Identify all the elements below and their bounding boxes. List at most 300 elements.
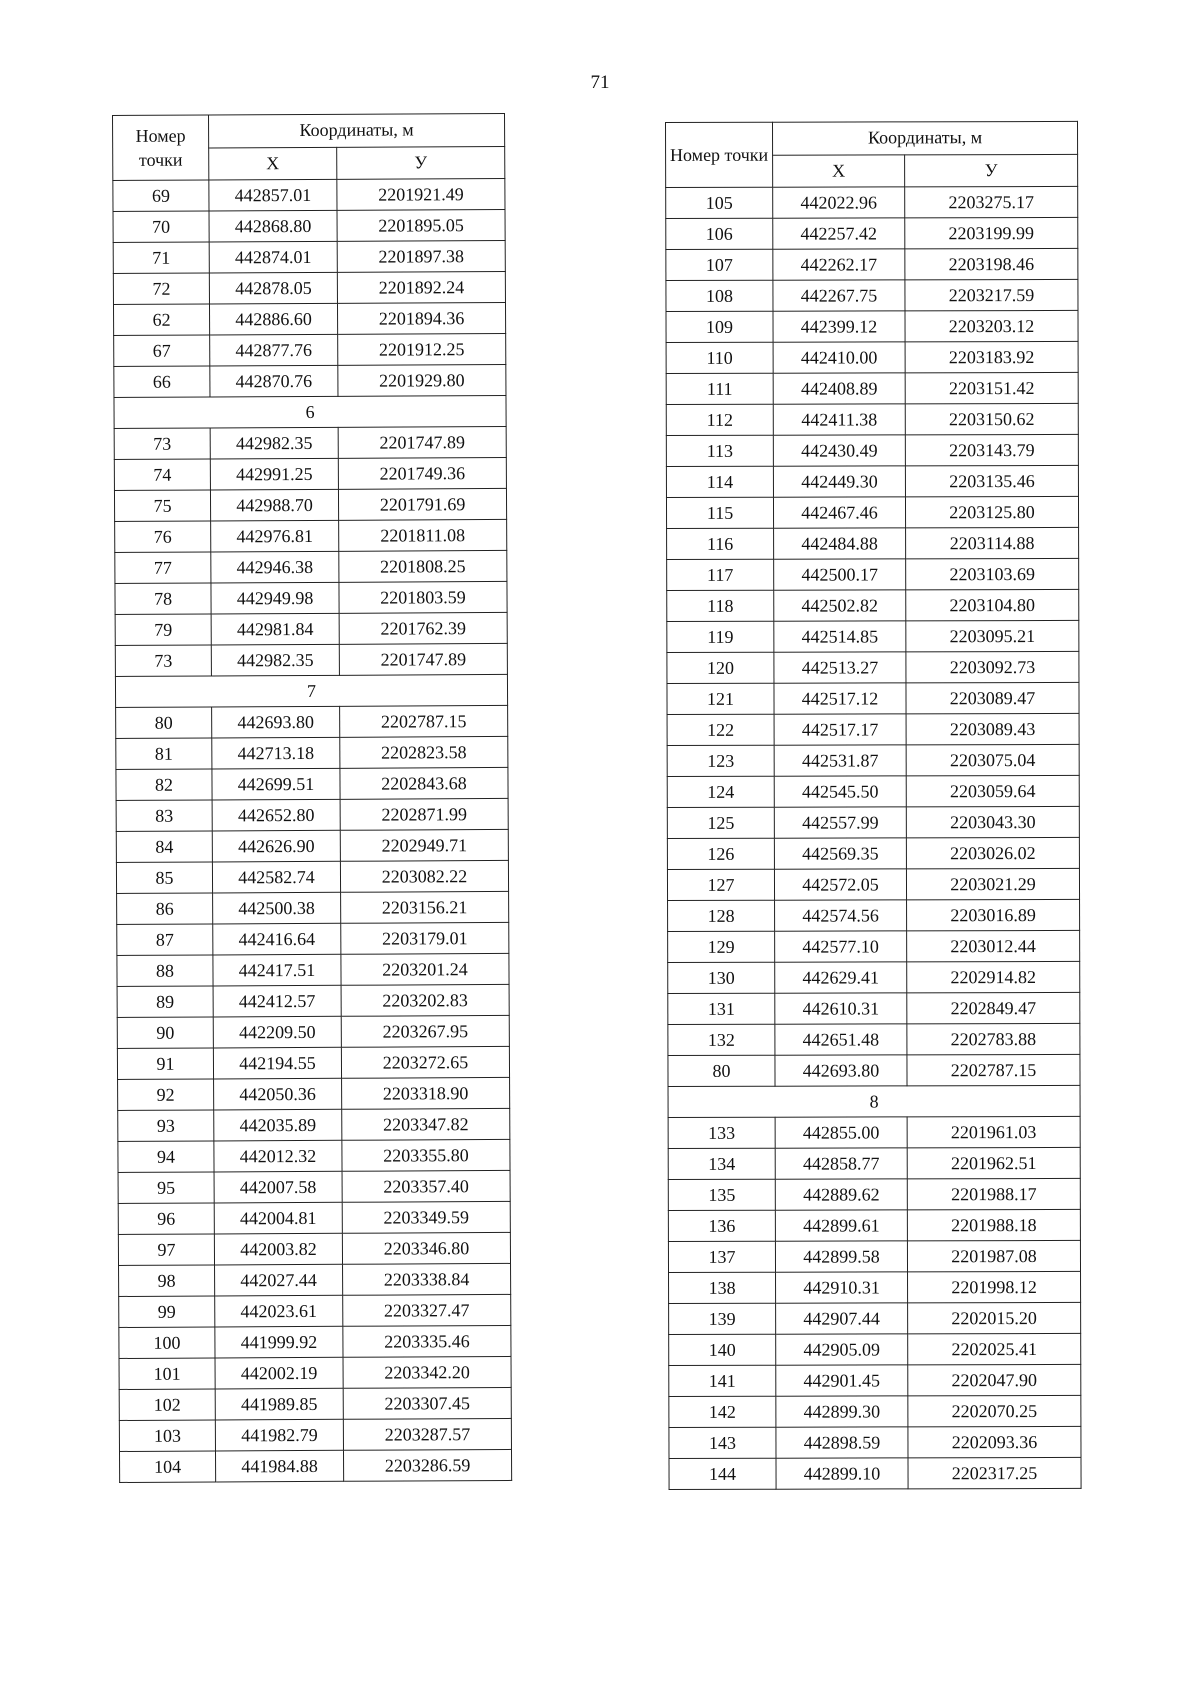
y-coordinate-cell: 2201998.12 xyxy=(908,1271,1081,1302)
y-coordinate-cell: 2202025.41 xyxy=(908,1333,1081,1364)
coordinates-header: Координаты, м xyxy=(209,113,505,147)
table-row xyxy=(667,837,1079,869)
table-row xyxy=(113,240,505,273)
table-row xyxy=(666,372,1078,404)
x-coordinate-cell: 442991.25 xyxy=(210,458,338,490)
y-coordinate-cell: 2203217.59 xyxy=(905,279,1078,310)
y-coordinate-cell: 2203318.90 xyxy=(342,1077,510,1109)
table-row xyxy=(667,806,1079,838)
point-number-cell: 98 xyxy=(119,1265,215,1297)
table-row xyxy=(669,1457,1081,1489)
table-row xyxy=(668,1240,1080,1272)
y-coordinate-cell: 2201912.25 xyxy=(338,333,506,365)
group-number: 6 xyxy=(114,395,506,428)
point-number-cell: 112 xyxy=(666,404,773,435)
y-coordinate-cell: 2202070.25 xyxy=(908,1395,1081,1426)
table-row xyxy=(119,1325,511,1358)
y-coordinate-cell: 2202914.82 xyxy=(907,961,1080,992)
y-coordinate-cell: 2203349.59 xyxy=(342,1201,510,1233)
table-row xyxy=(113,302,505,335)
x-coordinate-cell: 441999.92 xyxy=(215,1326,343,1358)
x-coordinate-cell: 442022.96 xyxy=(773,187,905,218)
table-row xyxy=(669,1271,1081,1303)
x-coordinate-cell: 442582.74 xyxy=(212,861,340,893)
y-coordinate-cell: 2203135.46 xyxy=(905,465,1078,496)
x-coordinate-cell: 442693.80 xyxy=(212,706,340,738)
table-row xyxy=(116,798,508,831)
point-number-cell: 70 xyxy=(113,211,209,243)
x-coordinate-cell: 442500.17 xyxy=(774,559,906,590)
table-row xyxy=(668,992,1080,1024)
table-row xyxy=(114,488,506,521)
point-number-cell: 134 xyxy=(668,1148,775,1179)
x-coordinate-cell: 442878.05 xyxy=(209,272,337,304)
x-coordinate-cell: 442408.89 xyxy=(773,373,905,404)
table-row xyxy=(119,1356,511,1389)
table-row xyxy=(666,310,1078,342)
y-coordinate-cell: 2201921.49 xyxy=(337,178,505,210)
y-coordinate-cell: 2201895.05 xyxy=(337,209,505,241)
y-coordinate-cell: 2201803.59 xyxy=(339,581,507,613)
x-coordinate-cell: 442699.51 xyxy=(212,768,340,800)
point-number-cell: 103 xyxy=(119,1420,215,1452)
y-coordinate-cell: 2203095.21 xyxy=(906,620,1079,651)
point-number-cell: 77 xyxy=(115,552,211,584)
x-coordinate-cell: 442411.38 xyxy=(773,404,905,435)
y-coordinate-cell: 2202871.99 xyxy=(340,798,508,830)
point-number-cell: 81 xyxy=(116,738,212,770)
point-number-cell: 139 xyxy=(669,1303,776,1334)
x-coordinate-cell: 442693.80 xyxy=(775,1055,907,1086)
x-coordinate-cell: 442877.76 xyxy=(210,334,338,366)
x-coordinate-cell: 442517.12 xyxy=(774,683,906,714)
y-coordinate-cell: 2201961.03 xyxy=(907,1116,1080,1147)
point-number-cell: 75 xyxy=(114,490,210,522)
y-coordinate-cell: 2202047.90 xyxy=(908,1364,1081,1395)
x-coordinate-cell: 442982.35 xyxy=(211,644,339,676)
point-number-cell: 109 xyxy=(666,311,773,342)
point-number-cell: 73 xyxy=(115,645,211,677)
table-row xyxy=(118,1232,510,1265)
point-number-cell: 78 xyxy=(115,583,211,615)
y-coordinate-cell: 2203114.88 xyxy=(906,527,1079,558)
x-coordinate-cell: 442577.10 xyxy=(775,931,907,962)
x-coordinate-cell: 442899.61 xyxy=(775,1210,907,1241)
coordinates-table-left xyxy=(112,113,512,1483)
x-coordinate-cell: 442209.50 xyxy=(213,1016,341,1048)
point-number-cell: 84 xyxy=(116,831,212,863)
point-number-cell: 140 xyxy=(669,1334,776,1365)
x-coordinate-cell: 442652.80 xyxy=(212,799,340,831)
y-coordinate-cell: 2203287.57 xyxy=(343,1418,511,1450)
point-number-cell: 121 xyxy=(667,683,774,714)
y-coordinate-cell: 2201808.25 xyxy=(339,550,507,582)
y-coordinate-cell: 2203089.47 xyxy=(906,682,1079,713)
y-coordinate-cell: 2203125.80 xyxy=(905,496,1078,527)
x-coordinate-cell: 442857.01 xyxy=(209,179,337,211)
coordinates-table-right xyxy=(665,121,1082,1490)
y-coordinate-cell: 2203183.92 xyxy=(905,341,1078,372)
y-coordinate-cell: 2203150.62 xyxy=(905,403,1078,434)
y-header: У xyxy=(905,154,1078,187)
y-coordinate-cell: 2201791.69 xyxy=(338,488,506,520)
table-row xyxy=(113,209,505,242)
page-number: 71 xyxy=(590,72,610,93)
point-number-cell: 86 xyxy=(117,893,213,925)
table-row xyxy=(117,1015,509,1048)
table-row xyxy=(114,457,506,490)
y-coordinate-cell: 2203201.24 xyxy=(341,953,509,985)
point-number-header: Номер точки xyxy=(113,115,209,181)
x-coordinate-cell: 442484.88 xyxy=(774,528,906,559)
table-row xyxy=(667,651,1079,683)
x-coordinate-cell: 442982.35 xyxy=(210,427,338,459)
table-row xyxy=(666,465,1078,497)
point-number-cell: 100 xyxy=(119,1327,215,1359)
x-coordinate-cell: 442430.49 xyxy=(773,435,905,466)
y-coordinate-cell: 2203092.73 xyxy=(906,651,1079,682)
point-number-cell: 92 xyxy=(118,1079,214,1111)
y-coordinate-cell: 2203338.84 xyxy=(343,1263,511,1295)
y-coordinate-cell: 2203012.44 xyxy=(907,930,1080,961)
y-coordinate-cell: 2203104.80 xyxy=(906,589,1079,620)
point-number-cell: 76 xyxy=(115,521,211,553)
y-coordinate-cell: 2203357.40 xyxy=(342,1170,510,1202)
x-coordinate-cell: 442417.51 xyxy=(213,954,341,986)
point-number-cell: 66 xyxy=(114,366,210,398)
point-number-cell: 71 xyxy=(113,242,209,274)
point-number-cell: 111 xyxy=(666,373,773,404)
point-number-cell: 131 xyxy=(668,993,775,1024)
table-row xyxy=(117,953,509,986)
y-coordinate-cell: 2203026.02 xyxy=(906,837,1079,868)
y-coordinate-cell: 2201988.17 xyxy=(907,1178,1080,1209)
point-number-cell: 74 xyxy=(114,459,210,491)
point-number-cell: 67 xyxy=(114,335,210,367)
x-coordinate-cell: 442267.75 xyxy=(773,280,905,311)
y-coordinate-cell: 2203203.12 xyxy=(905,310,1078,341)
y-coordinate-cell: 2203151.42 xyxy=(905,372,1078,403)
x-coordinate-cell: 442626.90 xyxy=(212,830,340,862)
x-coordinate-cell: 442399.12 xyxy=(773,311,905,342)
table-row xyxy=(114,364,506,397)
table-row xyxy=(666,496,1078,528)
y-coordinate-cell: 2203335.46 xyxy=(343,1325,511,1357)
y-coordinate-cell: 2203275.17 xyxy=(905,186,1078,217)
group-header-row xyxy=(114,395,506,428)
table-row xyxy=(667,744,1079,776)
point-number-cell: 133 xyxy=(668,1117,775,1148)
x-coordinate-cell: 442035.89 xyxy=(214,1109,342,1141)
table-row xyxy=(669,1395,1081,1427)
table-row xyxy=(668,961,1080,993)
table-row xyxy=(116,767,508,800)
point-number-cell: 79 xyxy=(115,614,211,646)
x-coordinate-cell: 442949.98 xyxy=(211,582,339,614)
table-row xyxy=(666,186,1078,218)
y-coordinate-cell: 2203272.65 xyxy=(341,1046,509,1078)
point-number-cell: 124 xyxy=(667,776,774,807)
y-coordinate-cell: 2202949.71 xyxy=(340,829,508,861)
y-coordinate-cell: 2201929.80 xyxy=(338,364,506,396)
table-row xyxy=(669,1364,1081,1396)
point-number-cell: 97 xyxy=(118,1234,214,1266)
y-coordinate-cell: 2203089.43 xyxy=(906,713,1079,744)
x-coordinate-cell: 442981.84 xyxy=(211,613,339,645)
x-coordinate-cell: 442513.27 xyxy=(774,652,906,683)
table-row xyxy=(669,1333,1081,1365)
point-number-cell: 83 xyxy=(116,800,212,832)
point-number-cell: 108 xyxy=(666,280,773,311)
point-number-cell: 128 xyxy=(668,900,775,931)
table-row xyxy=(118,1201,510,1234)
table-row xyxy=(115,519,507,552)
table-row xyxy=(119,1294,511,1327)
table-row xyxy=(113,178,505,211)
point-number-cell: 141 xyxy=(669,1365,776,1396)
group-header-row xyxy=(115,674,507,707)
y-coordinate-cell: 2203103.69 xyxy=(906,558,1079,589)
y-coordinate-cell: 2201762.39 xyxy=(339,612,507,644)
y-coordinate-cell: 2202823.58 xyxy=(340,736,508,768)
table-row xyxy=(114,426,506,459)
y-coordinate-cell: 2203307.45 xyxy=(343,1387,511,1419)
table-row xyxy=(667,558,1079,590)
x-coordinate-cell: 442855.00 xyxy=(775,1117,907,1148)
x-coordinate-cell: 442449.30 xyxy=(773,466,905,497)
y-coordinate-cell: 2201962.51 xyxy=(907,1147,1080,1178)
x-coordinate-cell: 442610.31 xyxy=(775,993,907,1024)
point-number-cell: 73 xyxy=(114,428,210,460)
x-coordinate-cell: 442416.64 xyxy=(213,923,341,955)
x-header: X xyxy=(209,147,337,180)
point-number-cell: 116 xyxy=(667,528,774,559)
x-coordinate-cell: 442467.46 xyxy=(773,497,905,528)
x-coordinate-cell: 442910.31 xyxy=(776,1272,908,1303)
point-number-cell: 99 xyxy=(119,1296,215,1328)
table-row xyxy=(668,1178,1080,1210)
table-row xyxy=(115,550,507,583)
y-coordinate-cell: 2203346.80 xyxy=(342,1232,510,1264)
x-coordinate-cell: 442886.60 xyxy=(209,303,337,335)
x-coordinate-cell: 442517.17 xyxy=(774,714,906,745)
y-coordinate-cell: 2201894.36 xyxy=(337,302,505,334)
table-row xyxy=(666,217,1078,249)
point-number-cell: 113 xyxy=(666,435,773,466)
y-coordinate-cell: 2203179.01 xyxy=(341,922,509,954)
table-row xyxy=(668,1209,1080,1241)
x-coordinate-cell: 442002.19 xyxy=(215,1357,343,1389)
table-row xyxy=(117,922,509,955)
table-row xyxy=(113,271,505,304)
table-row xyxy=(669,1426,1081,1458)
table-row xyxy=(667,713,1079,745)
point-number-cell: 102 xyxy=(119,1389,215,1421)
point-number-cell: 106 xyxy=(666,218,773,249)
table-row xyxy=(666,403,1078,435)
point-number-cell: 72 xyxy=(113,273,209,305)
x-coordinate-cell: 442262.17 xyxy=(773,249,905,280)
x-coordinate-cell: 442502.82 xyxy=(774,590,906,621)
x-coordinate-cell: 442569.35 xyxy=(774,838,906,869)
x-coordinate-cell: 442027.44 xyxy=(215,1264,343,1296)
table-row xyxy=(117,984,509,1017)
table-row xyxy=(115,612,507,645)
point-number-cell: 122 xyxy=(667,714,774,745)
point-number-cell: 89 xyxy=(117,986,213,1018)
y-coordinate-cell: 2203016.89 xyxy=(907,899,1080,930)
x-coordinate-cell: 442889.62 xyxy=(775,1179,907,1210)
point-number-cell: 123 xyxy=(667,745,774,776)
group-number: 8 xyxy=(668,1085,1080,1117)
y-coordinate-cell: 2203143.79 xyxy=(905,434,1078,465)
point-number-cell: 82 xyxy=(116,769,212,801)
table-row xyxy=(119,1387,511,1420)
y-coordinate-cell: 2202787.15 xyxy=(340,705,508,737)
x-coordinate-cell: 442874.01 xyxy=(209,241,337,273)
y-coordinate-cell: 2202787.15 xyxy=(907,1054,1080,1085)
point-number-cell: 129 xyxy=(668,931,775,962)
y-coordinate-cell: 2203075.04 xyxy=(906,744,1079,775)
point-number-cell: 85 xyxy=(116,862,212,894)
table-row xyxy=(118,1170,510,1203)
point-number-cell: 96 xyxy=(118,1203,214,1235)
x-coordinate-cell: 442572.05 xyxy=(774,869,906,900)
point-number-cell: 69 xyxy=(113,180,209,212)
x-coordinate-cell: 442868.80 xyxy=(209,210,337,242)
x-coordinate-cell: 442713.18 xyxy=(212,737,340,769)
point-number-cell: 125 xyxy=(667,807,774,838)
y-coordinate-cell: 2203021.29 xyxy=(906,868,1079,899)
x-coordinate-cell: 442514.85 xyxy=(774,621,906,652)
x-coordinate-cell: 442976.81 xyxy=(211,520,339,552)
group-header-row xyxy=(668,1085,1080,1117)
y-coordinate-cell: 2203198.46 xyxy=(905,248,1078,279)
point-number-cell: 94 xyxy=(118,1141,214,1173)
x-coordinate-cell: 442004.81 xyxy=(214,1202,342,1234)
table-row xyxy=(118,1108,510,1141)
table-row xyxy=(666,341,1078,373)
point-number-cell: 80 xyxy=(116,707,212,739)
point-number-cell: 105 xyxy=(666,187,773,218)
table-row xyxy=(116,829,508,862)
table-row xyxy=(667,868,1079,900)
point-number-cell: 135 xyxy=(668,1179,775,1210)
table-row xyxy=(666,279,1078,311)
y-coordinate-cell: 2203059.64 xyxy=(906,775,1079,806)
x-coordinate-cell: 442194.55 xyxy=(213,1047,341,1079)
y-coordinate-cell: 2202843.68 xyxy=(340,767,508,799)
x-coordinate-cell: 441984.88 xyxy=(215,1450,343,1482)
point-number-cell: 119 xyxy=(667,621,774,652)
table-row xyxy=(669,1302,1081,1334)
table-row xyxy=(667,620,1079,652)
table-row xyxy=(668,930,1080,962)
x-coordinate-cell: 442545.50 xyxy=(774,776,906,807)
table-row xyxy=(116,705,508,738)
table-row xyxy=(118,1077,510,1110)
table-row xyxy=(668,899,1080,931)
y-coordinate-cell: 2203082.22 xyxy=(340,860,508,892)
point-number-cell: 138 xyxy=(669,1272,776,1303)
point-number-cell: 130 xyxy=(668,962,775,993)
table-row xyxy=(116,860,508,893)
x-header: X xyxy=(773,154,905,187)
point-number-cell: 120 xyxy=(667,652,774,683)
point-number-cell: 127 xyxy=(667,869,774,900)
point-number-cell: 87 xyxy=(117,924,213,956)
table-row xyxy=(667,775,1079,807)
table-row xyxy=(666,434,1078,466)
y-coordinate-cell: 2201897.38 xyxy=(337,240,505,272)
y-coordinate-cell: 2203355.80 xyxy=(342,1139,510,1171)
x-coordinate-cell: 442500.38 xyxy=(213,892,341,924)
y-coordinate-cell: 2203342.20 xyxy=(343,1356,511,1388)
x-coordinate-cell: 442946.38 xyxy=(211,551,339,583)
table-row xyxy=(667,589,1079,621)
y-coordinate-cell: 2201892.24 xyxy=(337,271,505,303)
point-number-cell: 104 xyxy=(119,1451,215,1483)
y-coordinate-cell: 2201988.18 xyxy=(907,1209,1080,1240)
y-coordinate-cell: 2202093.36 xyxy=(908,1426,1081,1457)
table-row xyxy=(667,527,1079,559)
point-number-cell: 90 xyxy=(117,1017,213,1049)
table-row xyxy=(666,248,1078,280)
x-coordinate-cell: 441989.85 xyxy=(215,1388,343,1420)
y-coordinate-cell: 2203267.95 xyxy=(341,1015,509,1047)
point-number-cell: 143 xyxy=(669,1427,776,1458)
table-row xyxy=(117,891,509,924)
y-coordinate-cell: 2201987.08 xyxy=(907,1240,1080,1271)
y-coordinate-cell: 2203286.59 xyxy=(343,1449,511,1481)
table-row xyxy=(119,1418,511,1451)
point-number-cell: 91 xyxy=(117,1048,213,1080)
y-coordinate-cell: 2202783.88 xyxy=(907,1023,1080,1054)
point-number-cell: 126 xyxy=(667,838,774,869)
table-row xyxy=(668,1116,1080,1148)
x-coordinate-cell: 442898.59 xyxy=(776,1427,908,1458)
table-row xyxy=(115,643,507,676)
table-row xyxy=(119,1263,511,1296)
point-number-header: Номер точки xyxy=(666,122,773,187)
point-number-cell: 137 xyxy=(668,1241,775,1272)
x-coordinate-cell: 442410.00 xyxy=(773,342,905,373)
y-coordinate-cell: 2203043.30 xyxy=(906,806,1079,837)
point-number-cell: 93 xyxy=(118,1110,214,1142)
table-row xyxy=(668,1054,1080,1086)
y-coordinate-cell: 2203327.47 xyxy=(343,1294,511,1326)
coordinates-header: Координаты, м xyxy=(773,121,1078,154)
point-number-cell: 101 xyxy=(119,1358,215,1390)
table-row xyxy=(114,333,506,366)
x-coordinate-cell: 441982.79 xyxy=(215,1419,343,1451)
y-coordinate-cell: 2203202.83 xyxy=(341,984,509,1016)
x-coordinate-cell: 442651.48 xyxy=(775,1024,907,1055)
x-coordinate-cell: 442901.45 xyxy=(776,1365,908,1396)
point-number-cell: 136 xyxy=(668,1210,775,1241)
y-coordinate-cell: 2203347.82 xyxy=(342,1108,510,1140)
point-number-cell: 110 xyxy=(666,342,773,373)
table-row xyxy=(119,1449,511,1482)
x-coordinate-cell: 442050.36 xyxy=(214,1078,342,1110)
x-coordinate-cell: 442412.57 xyxy=(213,985,341,1017)
y-coordinate-cell: 2201749.36 xyxy=(338,457,506,489)
x-coordinate-cell: 442870.76 xyxy=(210,365,338,397)
x-coordinate-cell: 442007.58 xyxy=(214,1171,342,1203)
point-number-cell: 118 xyxy=(667,590,774,621)
x-coordinate-cell: 442899.58 xyxy=(775,1241,907,1272)
x-coordinate-cell: 442988.70 xyxy=(210,489,338,521)
